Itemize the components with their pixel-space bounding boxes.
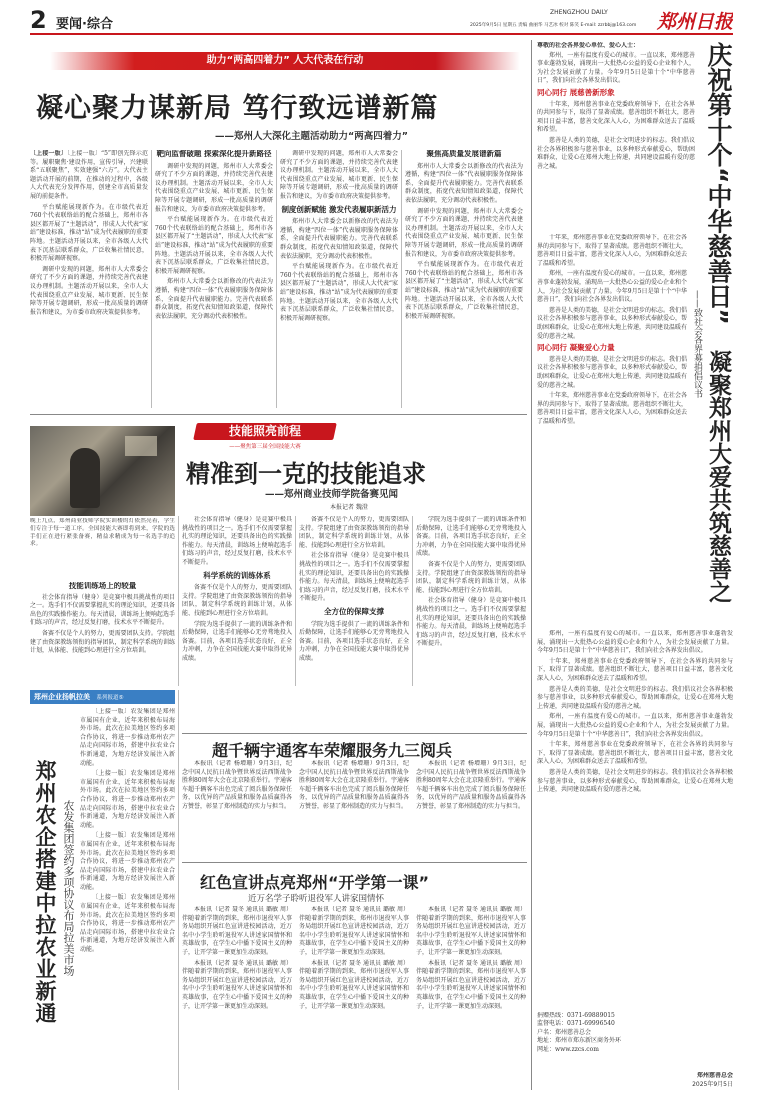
bus-body-3: 本报讯（记者 杨增珊）9月3日，纪念中国人民抗日战争暨世界反法西斯战争胜利80周年大会在北京隆重举行。宇通客车超千辆客车出色完成了阅兵服务保障任务，以优异的产品质量和服务品质赢得各方赞誉，彰显了郑州制造的实力与担当。	[416, 760, 526, 810]
skills-banner-sub: ——聚焦第三届全国技能大赛	[229, 444, 301, 450]
masthead	[30, 8, 733, 32]
skills-body-2: 备赛不仅是个人的努力，更需要团队支持。学院组建了由资深教练领衔的指导团队，制定科学系统的训练计划，从体能、技能到心理进行全方位培训。	[182, 584, 292, 617]
main-body-2a: 调研中发现的问题，郑州市人大常委会研究了不少方面的课题，并持续完善代表建议办理机制。主题活动开展以来，全市人大代表围绕重点产业发展、城市更新、民生保障等开展专题调研，形成一批高质量的调研报告和建议，为市委市政府决策提供参考。	[30, 265, 148, 316]
feature-header-bar	[30, 690, 175, 704]
bus-headline: 超千辆宇通客车荣耀服务九三阅兵	[212, 741, 453, 760]
skills-banner-title	[193, 423, 337, 440]
charity-signature	[630, 1072, 733, 1092]
feature-header-tag: 系列报道⑤	[96, 695, 124, 701]
bus-col-2	[299, 760, 409, 858]
main-body-2c: 调研中发现的问题，郑州市人大常委会研究了不少方面的课题，并持续完善代表建议办理机制。主题活动开展以来，全市人大代表围绕重点产业发展、城市更新、民生保障等开展专题调研，形成一批高质量的调研报告和建议，为市委市政府决策提供参考。	[280, 150, 398, 200]
charity-contact	[537, 1012, 733, 1072]
skills-col-1	[30, 582, 175, 682]
charity-head-1: 同心同行 展慈善新形象	[537, 87, 615, 97]
col-divider	[276, 150, 277, 408]
feature-body-text-4: 〔上接一版〕农发集团是郑州市属国有企业，近年来积极布局海外市场。此次在拉美地区签约多项合作协议，将进一步推动郑州农产品走向国际市场，搭建中拉农业合作新通道，为地方经济发展注入新动能。	[80, 894, 175, 954]
main-article-col-3	[280, 150, 398, 408]
skills-headline: 精准到一克的技能追求	[186, 460, 426, 488]
feature-body-text: 〔上接一版〕农发集团是郑州市属国有企业，近年来积极布局海外市场。此次在拉美地区签约多项合作协议，将进一步推动郑州农产品走向国际市场，搭建中拉农业合作新通道，为地方经济发展注入新动能。	[80, 708, 175, 767]
skills-body-1e: 社会体育指导（健身）是竞赛中极具挑战性的项目之一。选手们不仅需要掌握扎实的理论知识，还要具备出色的实践操作能力。每天清晨，训练场上便响起选手们练习的声音，经过反复打磨，技术水平不断提升。	[416, 597, 526, 648]
skills-body-1d: 社会体育指导（健身）是竞赛中极具挑战性的项目之一。选手们不仅需要掌握扎实的理论知识，还要具备出色的实践操作能力。每天清晨，训练场上便响起选手们练习的声音，经过反复打磨，技术水平不断提升。	[299, 552, 409, 603]
school-col-1	[182, 906, 292, 1088]
feature-title: 郑州农企搭建中拉农业新通	[33, 760, 57, 1024]
charity-contact-2: 监督电话：0371-69996540	[537, 1020, 615, 1028]
feature-body	[80, 708, 175, 1088]
skills-banner-title-text: 技能照亮前程	[228, 424, 301, 438]
topic-banner-text: 助力“两高四着力” 人大代表在行动	[206, 55, 364, 66]
main-headline: 凝心聚力谋新局 笃行致远谱新篇	[36, 93, 439, 124]
feature-body-text-2: 〔上接一版〕农发集团是郑州市属国有企业，近年来积极布局海外市场。此次在拉美地区签约多项合作协议，将进一步推动郑州农产品走向国际市场，搭建中拉农业合作新通道，为地方经济发展注入新动能。	[80, 770, 175, 829]
charity-p1: 郑州，一座有温度有爱心的城市。一直以来，郑州慈善事业蓬勃发展，涌现出一大批热心公益的爱心企业和个人，为社会发展贡献了力量。今年9月5日是第十个“中华慈善日”，我们向社会各界发出倡议。	[537, 51, 695, 85]
main-body-3: 郑州市人大常委会以新修改的代表法为遵循，构建“四位一体”代表履职服务保障体系，全面提升代表履职能力。完善代表联系群众制度，拓宽代表知情知政渠道，保障代表依法履职，充分调动代表积极性。	[280, 218, 398, 260]
skills-photo	[30, 426, 175, 516]
masthead-rule	[30, 33, 733, 35]
dateline: 2025年9月5日 星期五 责编 曲丽华 马艺冰 校对 陈笑 E-mail: zzrbbj@163.com	[470, 23, 637, 28]
photo-light	[125, 436, 157, 456]
bus-body-2: 本报讯（记者 杨增珊）9月3日，纪念中国人民抗日战争暨世界反法西斯战争胜利80周年大会在北京隆重举行。宇通客车超千辆客车出色完成了阅兵服务保障任务，以优异的产品质量和服务品质赢得各方赞誉，彰显了郑州制造的实力与担当。	[299, 760, 409, 810]
charity-p2e: 十年来，郑州慈善事业在党委政府领导下，在社会各界的共同参与下，取得了显著成绩。慈善组织不断壮大，慈善项目日益丰富，慈善文化深入人心，为困难群众送去了温暖和希望。	[537, 741, 733, 766]
charity-sign-date: 2025年9月5日	[692, 1080, 733, 1088]
school-body-1b: 本报讯（记者 聂冬 通讯员 璐敏 周）伴随着新学期的到来，郑州市退役军人事务局组织开展红色宣讲进校园活动，近万名中小学生聆听退役军人讲述家国情怀和英雄故事，在学生心中播下爱国主义的种子，让开学第一课更加生动深刻。	[182, 959, 292, 1010]
main-body-1d: 平台赋能展现新作为。在市级代表近760个代表联络站的配合基础上，郑州市各县区都开展了“主题活动”，形成人大代表“家站”建设标准，推动“站”成为代表履职的重要阵地。主题活动开展以来，全市各级人大代表下沉基层联系群众，广泛收集社情民意，积极开展调研视察。	[405, 261, 523, 320]
charity-contact-4: 地址：郑州市郑东新区商务外环	[537, 1037, 622, 1045]
charity-p1c: 郑州，一座有温度有爱心的城市。一直以来，郑州慈善事业蓬勃发展，涌现出一大批热心公益的爱心企业和个人，为社会发展贡献了力量。今年9月5日是第十个“中华慈善日”，我们向社会各界发出倡议。	[537, 630, 733, 655]
main-body-1: 平台赋能展现新作为。在市级代表近760个代表联络站的配合基础上，郑州市各县区都开展了“主题活动”，形成人大代表“家站”建设标准，推动“站”成为代表履职的重要阵地。主题活动开展以来，全市各级人大代表下沉基层联系群众，广泛收集社情民意，积极开展调研视察。	[30, 203, 148, 263]
charity-sign-org: 郑州慈善总会	[696, 1072, 733, 1079]
main-article-col-1: 〔上接一版〕〔上接一版〕“5”即创先锋示范等。履职聚焦·建设作用，宣传引导，兴建联系“五联聚焦”，实效建强“六方”。大代表主题活动开展的前期，在推动的过程中，各级人大代表充分发挥作用，创建全市高质量发展的前提条件。 平台赋能展现新作为。在市级代表近760个代表联络站的配合基础上，郑州市各县区都开展了“主题活动”，形成人大代表“家站”建设标准，推动“站”成为代表履职的重要阵地。主题活动开展以来，全市各级人大代表下沉基层联系群众，广泛收集社情民意，积极开展调研视察。 调研中发现的问题，郑州市人大常委会研究了不少方面的课题，并持续完善代表建议办理机制。主题活动开展以来，全市人大代表围绕重点产业发展、城市更新、民生保障等开展专题调研，形成一批高质量的调研报告和建议，为市委市政府决策提供参考。	[30, 150, 148, 316]
skills-col-3	[299, 516, 409, 686]
charity-contact-5: 网址：www.zzcs.com	[537, 1045, 599, 1053]
skills-sub-2: 科学系统的训练体系	[203, 570, 271, 580]
skills-body-1c: 社会体育指导（健身）是竞赛中极具挑战性的项目之一。选手们不仅需要掌握扎实的理论知识，还要具备出色的实践操作能力。每天清晨，训练场上便响起选手们练习的声音，经过反复打磨，技术水平不断提升。	[182, 516, 292, 566]
bus-bottom-rule	[182, 862, 527, 863]
charity-p2c: 十年来，郑州慈善事业在党委政府领导下，在社会各界的共同参与下，取得了显著成绩。慈善组织不断壮大，慈善项目日益丰富，慈善文化深入人心，为困难群众送去了温暖和希望。	[537, 392, 687, 425]
skills-byline: 本报记者 魏澄	[330, 504, 368, 511]
feature-divider	[178, 690, 179, 1090]
bus-top-rule	[182, 733, 527, 734]
school-body-2: 本报讯（记者 聂冬 通讯员 璐敏 周）伴随着新学期的到来，郑州市退役军人事务局组织开展红色宣讲进校园活动，近万名中小学生聆听退役军人讲述家国情怀和英雄故事，在学生心中播下爱国主义的种子，让开学第一课更加生动深刻。	[299, 906, 409, 956]
bus-body-1: 本报讯（记者 杨增珊）9月3日，纪念中国人民抗日战争暨世界反法西斯战争胜利80周年大会在北京隆重举行。宇通客车超千辆客车出色完成了阅兵服务保障任务，以优异的产品质量和服务品质赢得各方赞誉，彰显了郑州制造的实力与担当。	[182, 760, 292, 810]
charity-p3b: 慈善是人类的美德，是社会文明进步的标志。我们倡议社会各界积极参与慈善事业，以多种形式奉献爱心，帮助困难群众，让爱心在郑州大地上传递，共同建设温暖有爱的慈善之城。	[537, 306, 687, 340]
bus-col-1	[182, 760, 292, 858]
charity-p2: 十年来，郑州慈善事业在党委政府领导下，在社会各界的共同参与下，取得了显著成绩。慈善组织不断壮大，慈善项目日益丰富，慈善文化深入人心，为困难群众送去了温暖和希望。	[537, 100, 695, 134]
right-column-divider	[531, 40, 532, 1090]
charity-p1b: 郑州，一座有温度有爱心的城市。一直以来，郑州慈善事业蓬勃发展，涌现出一大批热心公益的爱心企业和个人，为社会发展贡献了力量。今年9月5日是第十个“中华慈善日”，我们向社会各界发出倡议。	[537, 270, 687, 304]
skills-body-3b: 学院为选手提供了一流的训练条件和后勤保障，让选手们能够心无旁骛地投入备赛。目前，各项目选手状态良好，正全力冲刺，力争在全国技能大赛中取得优异成绩。	[416, 516, 526, 558]
charity-p2b: 十年来，郑州慈善事业在党委政府领导下，在社会各界的共同参与下，取得了显著成绩。慈善组织不断壮大，慈善项目日益丰富，慈善文化深入人心，为困难群众送去了温暖和希望。	[537, 234, 687, 267]
charity-col-bottom	[537, 630, 733, 1010]
topic-banner	[50, 52, 520, 70]
main-article-col-4	[405, 150, 523, 408]
page-number: 2	[30, 8, 47, 32]
charity-head-2: 同心同行 凝聚爱心力量	[537, 343, 615, 353]
section-name: 要闻·综合	[56, 17, 113, 32]
charity-greeting: 尊敬的社会各界爱心单位、爱心人士：	[537, 42, 640, 49]
feature-header-title: 郑州企业扬帆拉美	[34, 693, 90, 701]
skills-photo-caption: 晚上九点，郑州商业技师学院实训楼的灯依然亮着，学生们专注于每一道工序。全国技能大赛即将到来，学院的选手们正在进行紧张备赛，精益求精成为每一名选手的追求。	[30, 518, 175, 548]
main-body-1c: 平台赋能展现新作为。在市级代表近760个代表联络站的配合基础上，郑州市各县区都开展了“主题活动”，形成人大代表“家站”建设标准，推动“站”成为代表履职的重要阵地。主题活动开展以来，全市各级人大代表下沉基层联系群众，广泛收集社情民意，积极开展调研视察。	[280, 263, 398, 322]
photo-figure	[70, 448, 100, 508]
charity-title-sub: ——致社会各界募捐倡议书	[692, 290, 702, 398]
main-lead: 〔上接一版〕“5”即创先锋示范等。履职聚焦·建设作用，宣传引导，兴建联系“五联聚焦”，实效建强“六方”。大代表主题活动开展的前期，在推动的过程中，各级人大代表充分发挥作用，创建全市高质量发展的前提条件。	[30, 150, 148, 200]
main-sub-3: 制度创新赋能 激发代表履职新活力	[281, 204, 397, 214]
school-headline: 红色宣讲点亮郑州“开学第一课”	[200, 873, 430, 892]
charity-p2d: 十年来，郑州慈善事业在党委政府领导下，在社会各界的共同参与下，取得了显著成绩。慈善组织不断壮大，慈善项目日益丰富，慈善文化深入人心，为困难群众送去了温暖和希望。	[537, 657, 733, 682]
skills-body-3c: 学院为选手提供了一流的训练条件和后勤保障，让选手们能够心无旁骛地投入备赛。目前，各项目选手状态良好，正全力冲刺，力争在全国技能大赛中取得优异成绩。	[182, 620, 292, 662]
col-divider	[412, 516, 413, 686]
charity-p3d: 慈善是人类的美德，是社会文明进步的标志。我们倡议社会各界积极参与慈善事业，以多种形式奉献爱心，帮助困难群众，让爱心在郑州大地上传递，共同建设温暖有爱的慈善之城。	[537, 768, 733, 794]
school-body-3: 本报讯（记者 聂冬 通讯员 璐敏 周）伴随着新学期的到来，郑州市退役军人事务局组织开展红色宣讲进校园活动，近万名中小学生聆听退役军人讲述家国情怀和英雄故事，在学生心中播下爱国主义的种子，让开学第一课更加生动深刻。	[416, 906, 526, 956]
main-subtitle: ——郑州人大深化主题活动助力“两高四着力”	[215, 131, 408, 142]
paper-logo: 郑州日报	[656, 11, 733, 32]
school-subtitle: 近万名学子聆听退役军人讲家国情怀	[248, 894, 385, 904]
section-divider	[30, 414, 527, 415]
skills-body-3: 学院为选手提供了一流的训练条件和后勤保障，让选手们能够心无旁骛地投入备赛。目前，各项目选手状态良好，正全力冲刺，力争在全国技能大赛中取得优异成绩。	[299, 620, 409, 662]
col-divider	[151, 150, 152, 408]
charity-title: 庆祝第十个“中华慈善日”	[704, 42, 733, 325]
paper-en-name: ZHENGZHOU DAILY	[550, 9, 608, 16]
charity-p1d: 郑州，一座有温度有爱心的城市。一直以来，郑州慈善事业蓬勃发展，涌现出一大批热心公益的爱心企业和个人，为社会发展贡献了力量。今年9月5日是第十个“中华慈善日”，我们向社会各界发出倡议。	[537, 713, 733, 738]
feature-header	[30, 690, 175, 704]
main-body-2: 调研中发现的问题，郑州市人大常委会研究了不少方面的课题，并持续完善代表建议办理机制。主题活动开展以来，全市人大代表围绕重点产业发展、城市更新、民生保障等开展专题调研，形成一批高质量的调研报告和建议，为市委市政府决策提供参考。	[155, 162, 273, 213]
charity-p3: 慈善是人类的美德，是社会文明进步的标志。我们倡议社会各界积极参与慈善事业，以多种形式奉献爱心，帮助困难群众，让爱心在郑州大地上传递，共同建设温暖有爱的慈善之城。	[537, 355, 687, 389]
charity-contact-3: 户名：郑州慈善总会	[537, 1028, 592, 1036]
skills-body-1b: 备赛不仅是个人的努力，更需要团队支持。学院组建了由资深教练领衔的指导团队，制定科学系统的训练计划，从体能、技能到心理进行全方位培训。	[30, 629, 175, 655]
skills-sub-3: 全方位的保障支撑	[324, 606, 384, 616]
school-body-3b: 本报讯（记者 聂冬 通讯员 璐敏 周）伴随着新学期的到来，郑州市退役军人事务局组织开展红色宣讲进校园活动，近万名中小学生聆听退役军人讲述家国情怀和英雄故事，在学生心中播下爱国主义的种子，让开学第一课更加生动深刻。	[416, 959, 526, 1010]
school-body-1: 本报讯（记者 聂冬 通讯员 璐敏 周）伴随着新学期的到来，郑州市退役军人事务局组织开展红色宣讲进校园活动，近万名中小学生聆听退役军人讲述家国情怀和英雄故事，在学生心中播下爱国主义的种子，让开学第一课更加生动深刻。	[182, 906, 292, 956]
main-body-3d: 郑州市人大常委会以新修改的代表法为遵循，构建“四位一体”代表履职服务保障体系，全面提升代表履职能力。完善代表联系群众制度，拓宽代表知情知政渠道，保障代表依法履职，充分调动代表积极性。	[405, 162, 523, 204]
school-body-2b: 本报讯（记者 聂冬 通讯员 璐敏 周）伴随着新学期的到来，郑州市退役军人事务局组织开展红色宣讲进校园活动，近万名中小学生聆听退役军人讲述家国情怀和英雄故事，在学生心中播下爱国主义的种子，让开学第一课更加生动深刻。	[299, 959, 409, 1010]
skills-banner	[175, 423, 355, 451]
main-body-1b: 平台赋能展现新作为。在市级代表近760个代表联络站的配合基础上，郑州市各县区都开展了“主题活动”，形成人大代表“家站”建设标准，推动“站”成为代表履职的重要阵地。主题活动开展以来，全市各级人大代表下沉基层联系群众，广泛收集社情民意，积极开展调研视察。	[155, 216, 273, 275]
school-col-3	[416, 906, 526, 1088]
skills-body-2c: 备赛不仅是个人的努力，更需要团队支持。学院组建了由资深教练领衔的指导团队，制定科学系统的训练计划，从体能、技能到心理进行全方位培训。	[416, 560, 526, 594]
col-divider	[401, 150, 402, 408]
charity-p3c: 慈善是人类的美德，是社会文明进步的标志。我们倡议社会各界积极参与慈善事业，以多种形式奉献爱心，帮助困难群众，让爱心在郑州大地上传递，共同建设温暖有爱的慈善之城。	[537, 685, 733, 710]
main-body-3b: 郑州市人大常委会以新修改的代表法为遵循，构建“四位一体”代表履职服务保障体系，全面提升代表履职能力。完善代表联系群众制度，拓宽代表知情知政渠道，保障代表依法履职，充分调动代表积极性。	[155, 278, 273, 320]
charity-col-mid	[537, 234, 687, 626]
charity-title-2: 凝聚郑州大爱共筑慈善之	[705, 350, 731, 603]
skills-body-1: 社会体育指导（健身）是竞赛中极具挑战性的项目之一。选手们不仅需要掌握扎实的理论知识，还要具备出色的实践操作能力。每天清晨，训练场上便响起选手们练习的声音，经过反复打磨，技术水平不断提升。	[30, 593, 175, 627]
skills-body-2b: 备赛不仅是个人的努力，更需要团队支持。学院组建了由资深教练领衔的指导团队，制定科学系统的训练计划，从体能、技能到心理进行全方位培训。	[299, 516, 409, 549]
main-article-col-2	[155, 150, 273, 408]
bus-col-3	[416, 760, 526, 858]
main-sub-1: 聚焦高质量发展谱新篇	[426, 150, 502, 158]
charity-contact-1: 捐赠热线：0371-69889015	[537, 1012, 615, 1019]
charity-intro	[537, 42, 695, 232]
main-body-2d: 调研中发现的问题，郑州市人大常委会研究了不少方面的课题，并持续完善代表建议办理机制。主题活动开展以来，全市人大代表围绕重点产业发展、城市更新、民生保障等开展专题调研，形成一批高质量的调研报告和建议，为市委市政府决策提供参考。	[405, 207, 523, 258]
col-divider	[295, 516, 296, 686]
main-sub-2: 靶向监督破题 探索深化提升新路径	[156, 150, 272, 158]
skills-subtitle: ——郑州商业技师学院备赛见闻	[265, 489, 399, 500]
school-col-2	[299, 906, 409, 1088]
skills-sub-1: 技能训练场上的较量	[68, 582, 137, 590]
charity-p3a: 慈善是人类的美德，是社会文明进步的标志。我们倡议社会各界积极参与慈善事业，以多种形式奉献爱心，帮助困难群众，让爱心在郑州大地上传递，共同建设温暖有爱的慈善之城。	[537, 136, 695, 170]
skills-col-4	[416, 516, 526, 686]
skills-col-2	[182, 516, 292, 686]
feature-body-text-3: 〔上接一版〕农发集团是郑州市属国有企业，近年来积极布局海外市场。此次在拉美地区签约多项合作协议，将进一步推动郑州农产品走向国际市场，搭建中拉农业合作新通道，为地方经济发展注入新动能。	[80, 832, 175, 891]
feature-title-sub: 农发集团签约多项协议布局拉美市场	[62, 800, 75, 976]
col-divider	[178, 516, 179, 686]
